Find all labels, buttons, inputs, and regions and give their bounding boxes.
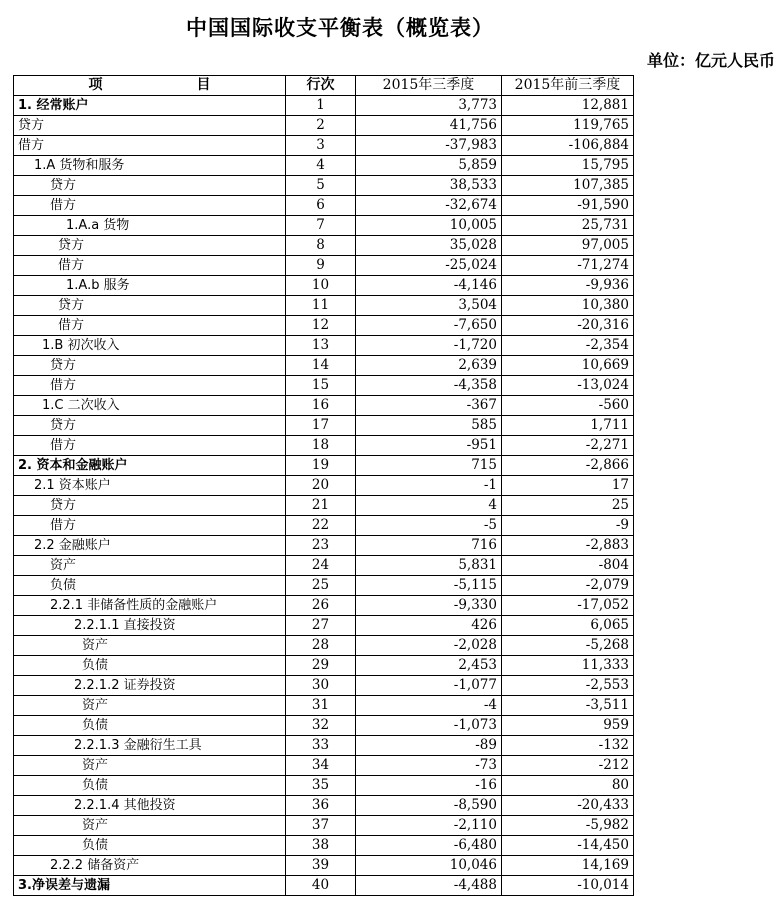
value-q3: -73 [356, 756, 502, 776]
row-label: 负债 [14, 656, 286, 676]
value-ytd: -17,052 [502, 596, 634, 616]
table-row [14, 816, 634, 836]
row-number: 14 [286, 356, 356, 376]
value-q3: -25,024 [356, 256, 502, 276]
page-title: 中国国际收支平衡表（概览表） [186, 16, 494, 40]
table-row [14, 116, 634, 136]
row-label: 资产 [14, 816, 286, 836]
row-label: 贷方 [14, 416, 286, 436]
row-label: 2.2 金融账户 [14, 536, 286, 556]
row-label: 借方 [14, 196, 286, 216]
row-number: 15 [286, 376, 356, 396]
row-label: 1.C 二次收入 [14, 396, 286, 416]
table-row [14, 676, 634, 696]
row-number: 6 [286, 196, 356, 216]
value-ytd: -14,450 [502, 836, 634, 856]
table-row [14, 256, 634, 276]
row-label: 2.2.1.1 直接投资 [14, 616, 286, 636]
row-label: 2.2.1.3 金融衍生工具 [14, 736, 286, 756]
table-row [14, 536, 634, 556]
value-q3: 585 [356, 416, 502, 436]
row-number: 28 [286, 636, 356, 656]
row-number: 40 [286, 876, 356, 896]
value-q3: 4 [356, 496, 502, 516]
value-ytd: 12,881 [502, 96, 634, 116]
table-row [14, 876, 634, 896]
row-label: 资产 [14, 636, 286, 656]
value-q3: -1,720 [356, 336, 502, 356]
value-ytd: 6,065 [502, 616, 634, 636]
header-ytd: 2015年前三季度 [502, 76, 634, 96]
value-ytd: -804 [502, 556, 634, 576]
table-row [14, 516, 634, 536]
value-q3: 715 [356, 456, 502, 476]
row-label: 2.2.1.2 证券投资 [14, 676, 286, 696]
value-q3: 5,831 [356, 556, 502, 576]
row-number: 29 [286, 656, 356, 676]
row-label: 负债 [14, 716, 286, 736]
table-row [14, 556, 634, 576]
value-q3: 38,533 [356, 176, 502, 196]
row-number: 22 [286, 516, 356, 536]
value-ytd: 97,005 [502, 236, 634, 256]
row-label: 1.A.b 服务 [14, 276, 286, 296]
row-number: 38 [286, 836, 356, 856]
table-row [14, 236, 634, 256]
value-q3: -2,028 [356, 636, 502, 656]
row-label: 负债 [14, 836, 286, 856]
row-label: 负债 [14, 576, 286, 596]
row-label: 2.2.2 储备资产 [14, 856, 286, 876]
table-row [14, 196, 634, 216]
row-number: 7 [286, 216, 356, 236]
table-row [14, 336, 634, 356]
value-q3: -5 [356, 516, 502, 536]
row-number: 21 [286, 496, 356, 516]
value-q3: -32,674 [356, 196, 502, 216]
row-number: 24 [286, 556, 356, 576]
value-q3: 3,773 [356, 96, 502, 116]
value-q3: 2,453 [356, 656, 502, 676]
value-ytd: -5,982 [502, 816, 634, 836]
table-row [14, 836, 634, 856]
value-q3: -8,590 [356, 796, 502, 816]
row-number: 12 [286, 316, 356, 336]
row-number: 23 [286, 536, 356, 556]
row-label: 贷方 [14, 116, 286, 136]
value-ytd: -560 [502, 396, 634, 416]
value-ytd: -212 [502, 756, 634, 776]
row-number: 36 [286, 796, 356, 816]
row-label: 贷方 [14, 356, 286, 376]
row-number: 27 [286, 616, 356, 636]
row-number: 33 [286, 736, 356, 756]
table-row [14, 396, 634, 416]
row-number: 25 [286, 576, 356, 596]
value-ytd: -2,354 [502, 336, 634, 356]
value-ytd: 10,380 [502, 296, 634, 316]
unit-label: 单位：亿元人民币 [646, 51, 775, 70]
row-label: 贷方 [14, 296, 286, 316]
value-ytd: 959 [502, 716, 634, 736]
value-ytd: -132 [502, 736, 634, 756]
row-label: 1.A 货物和服务 [14, 156, 286, 176]
row-number: 19 [286, 456, 356, 476]
value-q3: -2,110 [356, 816, 502, 836]
row-number: 39 [286, 856, 356, 876]
value-ytd: -71,274 [502, 256, 634, 276]
value-q3: -4,488 [356, 876, 502, 896]
table-row [14, 436, 634, 456]
value-ytd: -9,936 [502, 276, 634, 296]
row-number: 4 [286, 156, 356, 176]
value-ytd: -2,866 [502, 456, 634, 476]
row-label: 借方 [14, 516, 286, 536]
value-ytd: -13,024 [502, 376, 634, 396]
value-q3: 10,005 [356, 216, 502, 236]
table-row [14, 216, 634, 236]
row-label: 借方 [14, 376, 286, 396]
row-number: 35 [286, 776, 356, 796]
row-label: 借方 [14, 316, 286, 336]
table-row [14, 856, 634, 876]
value-q3: 3,504 [356, 296, 502, 316]
value-ytd: -2,271 [502, 436, 634, 456]
table-row [14, 176, 634, 196]
row-label: 1.A.a 货物 [14, 216, 286, 236]
table-row [14, 656, 634, 676]
row-number: 16 [286, 396, 356, 416]
value-q3: 2,639 [356, 356, 502, 376]
table-row [14, 616, 634, 636]
row-label: 借方 [14, 136, 286, 156]
value-q3: -4,358 [356, 376, 502, 396]
row-number: 8 [286, 236, 356, 256]
table-row [14, 456, 634, 476]
table-row [14, 696, 634, 716]
header-row-number: 行次 [286, 76, 356, 96]
value-ytd: -2,079 [502, 576, 634, 596]
table-row [14, 736, 634, 756]
header-item: 项 目 [14, 76, 286, 96]
row-number: 11 [286, 296, 356, 316]
row-number: 31 [286, 696, 356, 716]
row-label: 贷方 [14, 236, 286, 256]
value-q3: -367 [356, 396, 502, 416]
row-label: 贷方 [14, 496, 286, 516]
value-ytd: 25 [502, 496, 634, 516]
row-number: 1 [286, 96, 356, 116]
row-label: 3.净误差与遗漏 [14, 876, 286, 896]
table-row [14, 276, 634, 296]
row-number: 10 [286, 276, 356, 296]
row-label: 负债 [14, 776, 286, 796]
row-label: 1. 经常账户 [14, 96, 286, 116]
table-row [14, 296, 634, 316]
row-label: 资产 [14, 756, 286, 776]
value-q3: -89 [356, 736, 502, 756]
table-row [14, 576, 634, 596]
table-row [14, 776, 634, 796]
table-row [14, 376, 634, 396]
table-row [14, 416, 634, 436]
row-label: 2.2.1.4 其他投资 [14, 796, 286, 816]
table-row [14, 716, 634, 736]
value-ytd: 80 [502, 776, 634, 796]
row-label: 贷方 [14, 176, 286, 196]
value-ytd: 119,765 [502, 116, 634, 136]
row-number: 13 [286, 336, 356, 356]
value-ytd: -20,316 [502, 316, 634, 336]
value-ytd: 107,385 [502, 176, 634, 196]
row-number: 20 [286, 476, 356, 496]
value-q3: -4 [356, 696, 502, 716]
value-ytd: -2,883 [502, 536, 634, 556]
value-ytd: -20,433 [502, 796, 634, 816]
value-ytd: 1,711 [502, 416, 634, 436]
value-q3: -1,077 [356, 676, 502, 696]
value-q3: 35,028 [356, 236, 502, 256]
row-number: 26 [286, 596, 356, 616]
value-ytd: -9 [502, 516, 634, 536]
row-label: 资产 [14, 696, 286, 716]
value-ytd: 17 [502, 476, 634, 496]
row-label: 资产 [14, 556, 286, 576]
row-label: 2.2.1 非储备性质的金融账户 [14, 596, 286, 616]
value-ytd: -2,553 [502, 676, 634, 696]
value-q3: -7,650 [356, 316, 502, 336]
row-label: 2.1 资本账户 [14, 476, 286, 496]
value-q3: -9,330 [356, 596, 502, 616]
row-number: 3 [286, 136, 356, 156]
row-number: 30 [286, 676, 356, 696]
value-ytd: 14,169 [502, 856, 634, 876]
value-ytd: -10,014 [502, 876, 634, 896]
value-q3: -6,480 [356, 836, 502, 856]
value-q3: 5,859 [356, 156, 502, 176]
value-ytd: -3,511 [502, 696, 634, 716]
value-q3: -16 [356, 776, 502, 796]
value-ytd: -5,268 [502, 636, 634, 656]
table-row [14, 496, 634, 516]
table-row [14, 796, 634, 816]
row-number: 5 [286, 176, 356, 196]
value-ytd: 10,669 [502, 356, 634, 376]
table-row [14, 756, 634, 776]
row-number: 34 [286, 756, 356, 776]
row-number: 9 [286, 256, 356, 276]
value-q3: 716 [356, 536, 502, 556]
header-q3: 2015年三季度 [356, 76, 502, 96]
value-ytd: -106,884 [502, 136, 634, 156]
table-body [14, 96, 634, 896]
value-q3: 41,756 [356, 116, 502, 136]
table-row [14, 636, 634, 656]
row-label: 借方 [14, 436, 286, 456]
table-header-row [14, 76, 634, 96]
value-ytd: 15,795 [502, 156, 634, 176]
table-row [14, 476, 634, 496]
row-number: 18 [286, 436, 356, 456]
table-row [14, 96, 634, 116]
value-q3: -1 [356, 476, 502, 496]
value-q3: -37,983 [356, 136, 502, 156]
value-q3: -4,146 [356, 276, 502, 296]
row-label: 2. 资本和金融账户 [14, 456, 286, 476]
value-q3: -1,073 [356, 716, 502, 736]
balance-of-payments-table [13, 75, 634, 896]
row-number: 37 [286, 816, 356, 836]
row-number: 17 [286, 416, 356, 436]
row-label: 借方 [14, 256, 286, 276]
table-row [14, 356, 634, 376]
row-label: 1.B 初次收入 [14, 336, 286, 356]
row-number: 2 [286, 116, 356, 136]
table-row [14, 156, 634, 176]
value-ytd: 25,731 [502, 216, 634, 236]
value-ytd: -91,590 [502, 196, 634, 216]
table-row [14, 316, 634, 336]
value-q3: -5,115 [356, 576, 502, 596]
value-ytd: 11,333 [502, 656, 634, 676]
value-q3: 426 [356, 616, 502, 636]
table-row [14, 136, 634, 156]
value-q3: -951 [356, 436, 502, 456]
table-row [14, 596, 634, 616]
value-q3: 10,046 [356, 856, 502, 876]
row-number: 32 [286, 716, 356, 736]
